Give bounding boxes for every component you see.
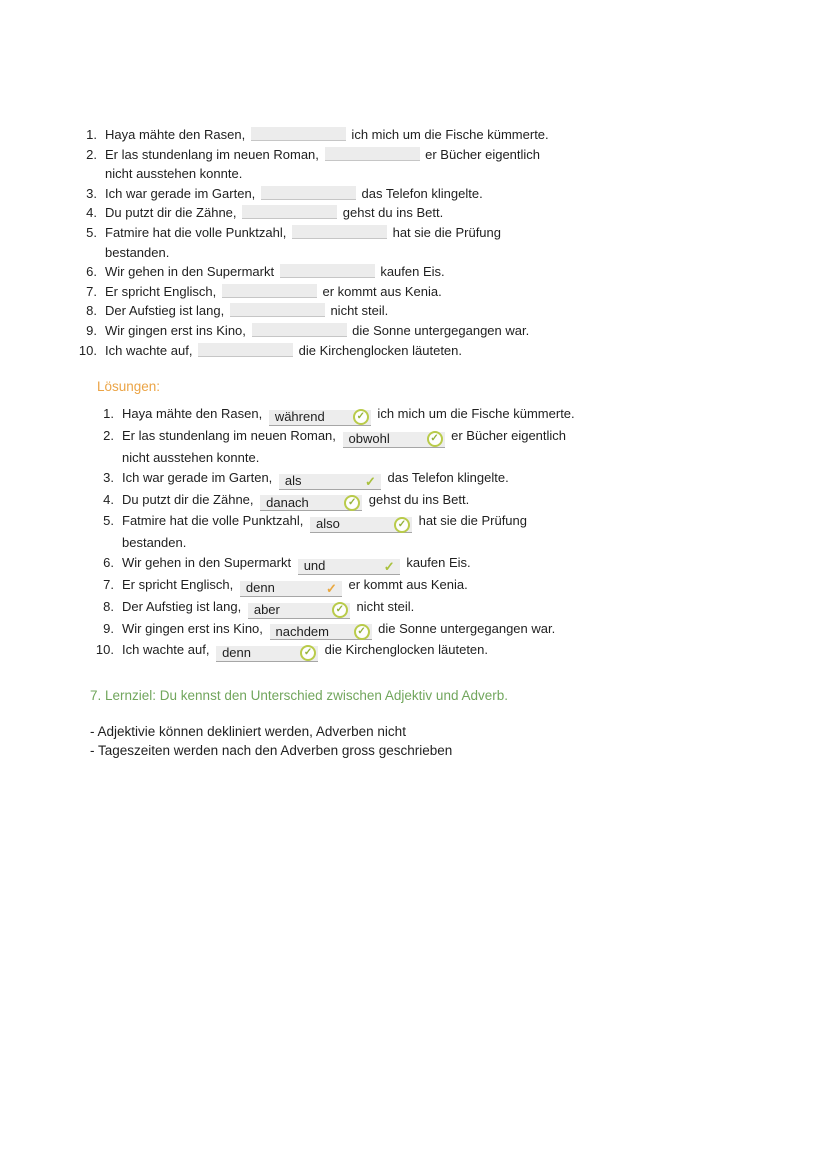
check-icon: ✓ [427,431,443,447]
list-item [75,321,828,341]
list-item [75,203,828,223]
item-text: Du putzt dir die Zähne, danach ✓ gehst du ins Bett. [122,490,577,512]
list-item [92,404,828,426]
check-icon: ✓ [383,559,395,575]
item-number: 8. [103,598,114,614]
list-item [92,511,828,553]
check-icon: ✓ [353,409,369,425]
item-text: Fatmire hat die volle Punktzahl, also ✓ hat sie die Prüfung bestanden. [122,513,528,551]
item-text: Wir gingen erst ins Kino, die Sonne untergegangen war. [105,322,530,338]
answer-word: als [284,472,302,488]
item-number: 6. [103,555,114,571]
item-number: 5. [86,224,97,240]
check-icon: ✓ [300,645,316,661]
item-number: 1. [86,127,97,142]
item-number: 2. [86,146,97,162]
answer-blank [251,127,346,141]
answer-blank [230,303,325,317]
item-number: 3. [86,185,97,201]
list-item [75,301,828,321]
answer-box [216,646,318,662]
item-number: 4. [103,491,114,507]
item-text: Fatmire hat die volle Punktzahl, hat sie die Prüfung bestanden. [105,224,502,260]
answer-box [298,559,400,575]
answer-blank [242,205,337,219]
answer-blank [222,284,317,298]
solutions-heading: Lösungen: [97,379,161,395]
lernziel-heading: 7. Lernziel: Du kennst den Unterschied zwischen Adjektiv und Adverb. [90,687,508,703]
answer-blank [252,323,347,337]
item-text: Er las stundenlang im neuen Roman, obwohl ✓ er Bücher eigentlich nicht ausstehen konnte. [122,427,567,465]
answer-box [248,603,350,619]
list-item [92,490,828,512]
item-text: Er spricht Englisch, er kommt aus Kenia. [105,283,442,299]
answer-word: also [315,516,340,532]
lernziel-note-line: - Adjektivie können dekliniert werden, Adverben nicht [90,723,406,739]
list-item [75,145,828,184]
list-item [75,262,828,282]
list-item [92,426,828,468]
answer-word: und [303,558,326,574]
item-text: Ich war gerade im Garten, als ✓ das Telefon klingelte. [122,468,577,490]
item-text: Ich war gerade im Garten, das Telefon klingelte. [105,185,483,201]
list-item [75,282,828,302]
item-number: 1. [103,406,114,422]
exercise-list [75,125,828,360]
list-item [92,575,828,597]
list-item [75,184,828,204]
answer-box [260,495,362,511]
item-number: 10. [78,342,97,358]
answer-word: denn [245,580,275,596]
item-text: Der Aufstieg ist lang, nicht steil. [105,303,389,319]
check-icon: ✓ [325,580,337,596]
check-icon: ✓ [394,517,410,533]
answer-box [269,410,371,426]
item-text: Wir gehen in den Supermarkt und ✓ kaufen Eis. [122,553,577,575]
answer-word: danach [266,494,309,510]
item-number: 3. [103,469,114,485]
list-item [75,223,828,262]
item-number: 10. [95,642,114,658]
item-number: 6. [86,264,97,280]
item-number: 7. [103,577,114,593]
answer-box [343,432,445,448]
check-icon: ✓ [354,624,370,640]
item-text: Haya mähte den Rasen, ich mich um die Fische kümmerte. [105,127,549,142]
list-item [75,125,828,145]
item-text: Ich wachte auf, die Kirchenglocken läuteten. [105,342,463,358]
item-text: Der Aufstieg ist lang, aber ✓ nicht steil. [122,597,577,619]
check-icon: ✓ [365,473,376,489]
answer-blank [292,225,387,239]
item-text: Ich wachte auf, denn ✓ die Kirchenglocken läuteten. [122,640,577,662]
answer-word: aber [253,601,280,617]
item-number: 4. [86,205,97,221]
list-item [92,468,828,490]
item-number: 7. [86,283,97,299]
check-icon: ✓ [344,495,360,511]
item-text: Wir gingen erst ins Kino, nachdem ✓ die Sonne untergegangen war. [122,619,577,641]
list-item [75,341,828,361]
list-item [92,619,828,641]
item-number: 9. [86,322,97,338]
answer-word: denn [222,645,251,661]
lernziel-note-line: - Tageszeiten werden nach den Adverben gross geschrieben [90,743,453,759]
answer-box [270,624,372,640]
item-number: 9. [103,620,114,636]
check-icon: ✓ [332,602,348,618]
answer-box [310,517,412,533]
answer-box [279,474,381,490]
list-item [92,597,828,619]
item-text: Er las stundenlang im neuen Roman, er Bücher eigentlich nicht ausstehen konnte. [105,146,541,182]
answer-blank [280,264,375,278]
answer-word: während [274,409,325,425]
answer-word: nachdem [275,623,329,639]
answer-word: obwohl [348,430,390,446]
item-number: 8. [86,303,97,319]
answer-blank [325,147,420,161]
answer-box [240,581,342,597]
list-item [92,553,828,575]
item-text: Er spricht Englisch, denn ✓ er kommt aus Kenia. [122,575,577,597]
item-text: Du putzt dir die Zähne, gehst du ins Bett. [105,205,444,221]
item-text: Haya mähte den Rasen, während ✓ ich mich um die Fische kümmerte. [122,404,577,426]
item-number: 5. [103,513,114,529]
solutions-list [92,404,828,662]
item-text: Wir gehen in den Supermarkt kaufen Eis. [105,264,445,280]
answer-blank [261,186,356,200]
lernziel-notes [90,722,828,761]
item-number: 2. [103,427,114,443]
list-item [92,640,828,662]
answer-blank [198,343,293,357]
